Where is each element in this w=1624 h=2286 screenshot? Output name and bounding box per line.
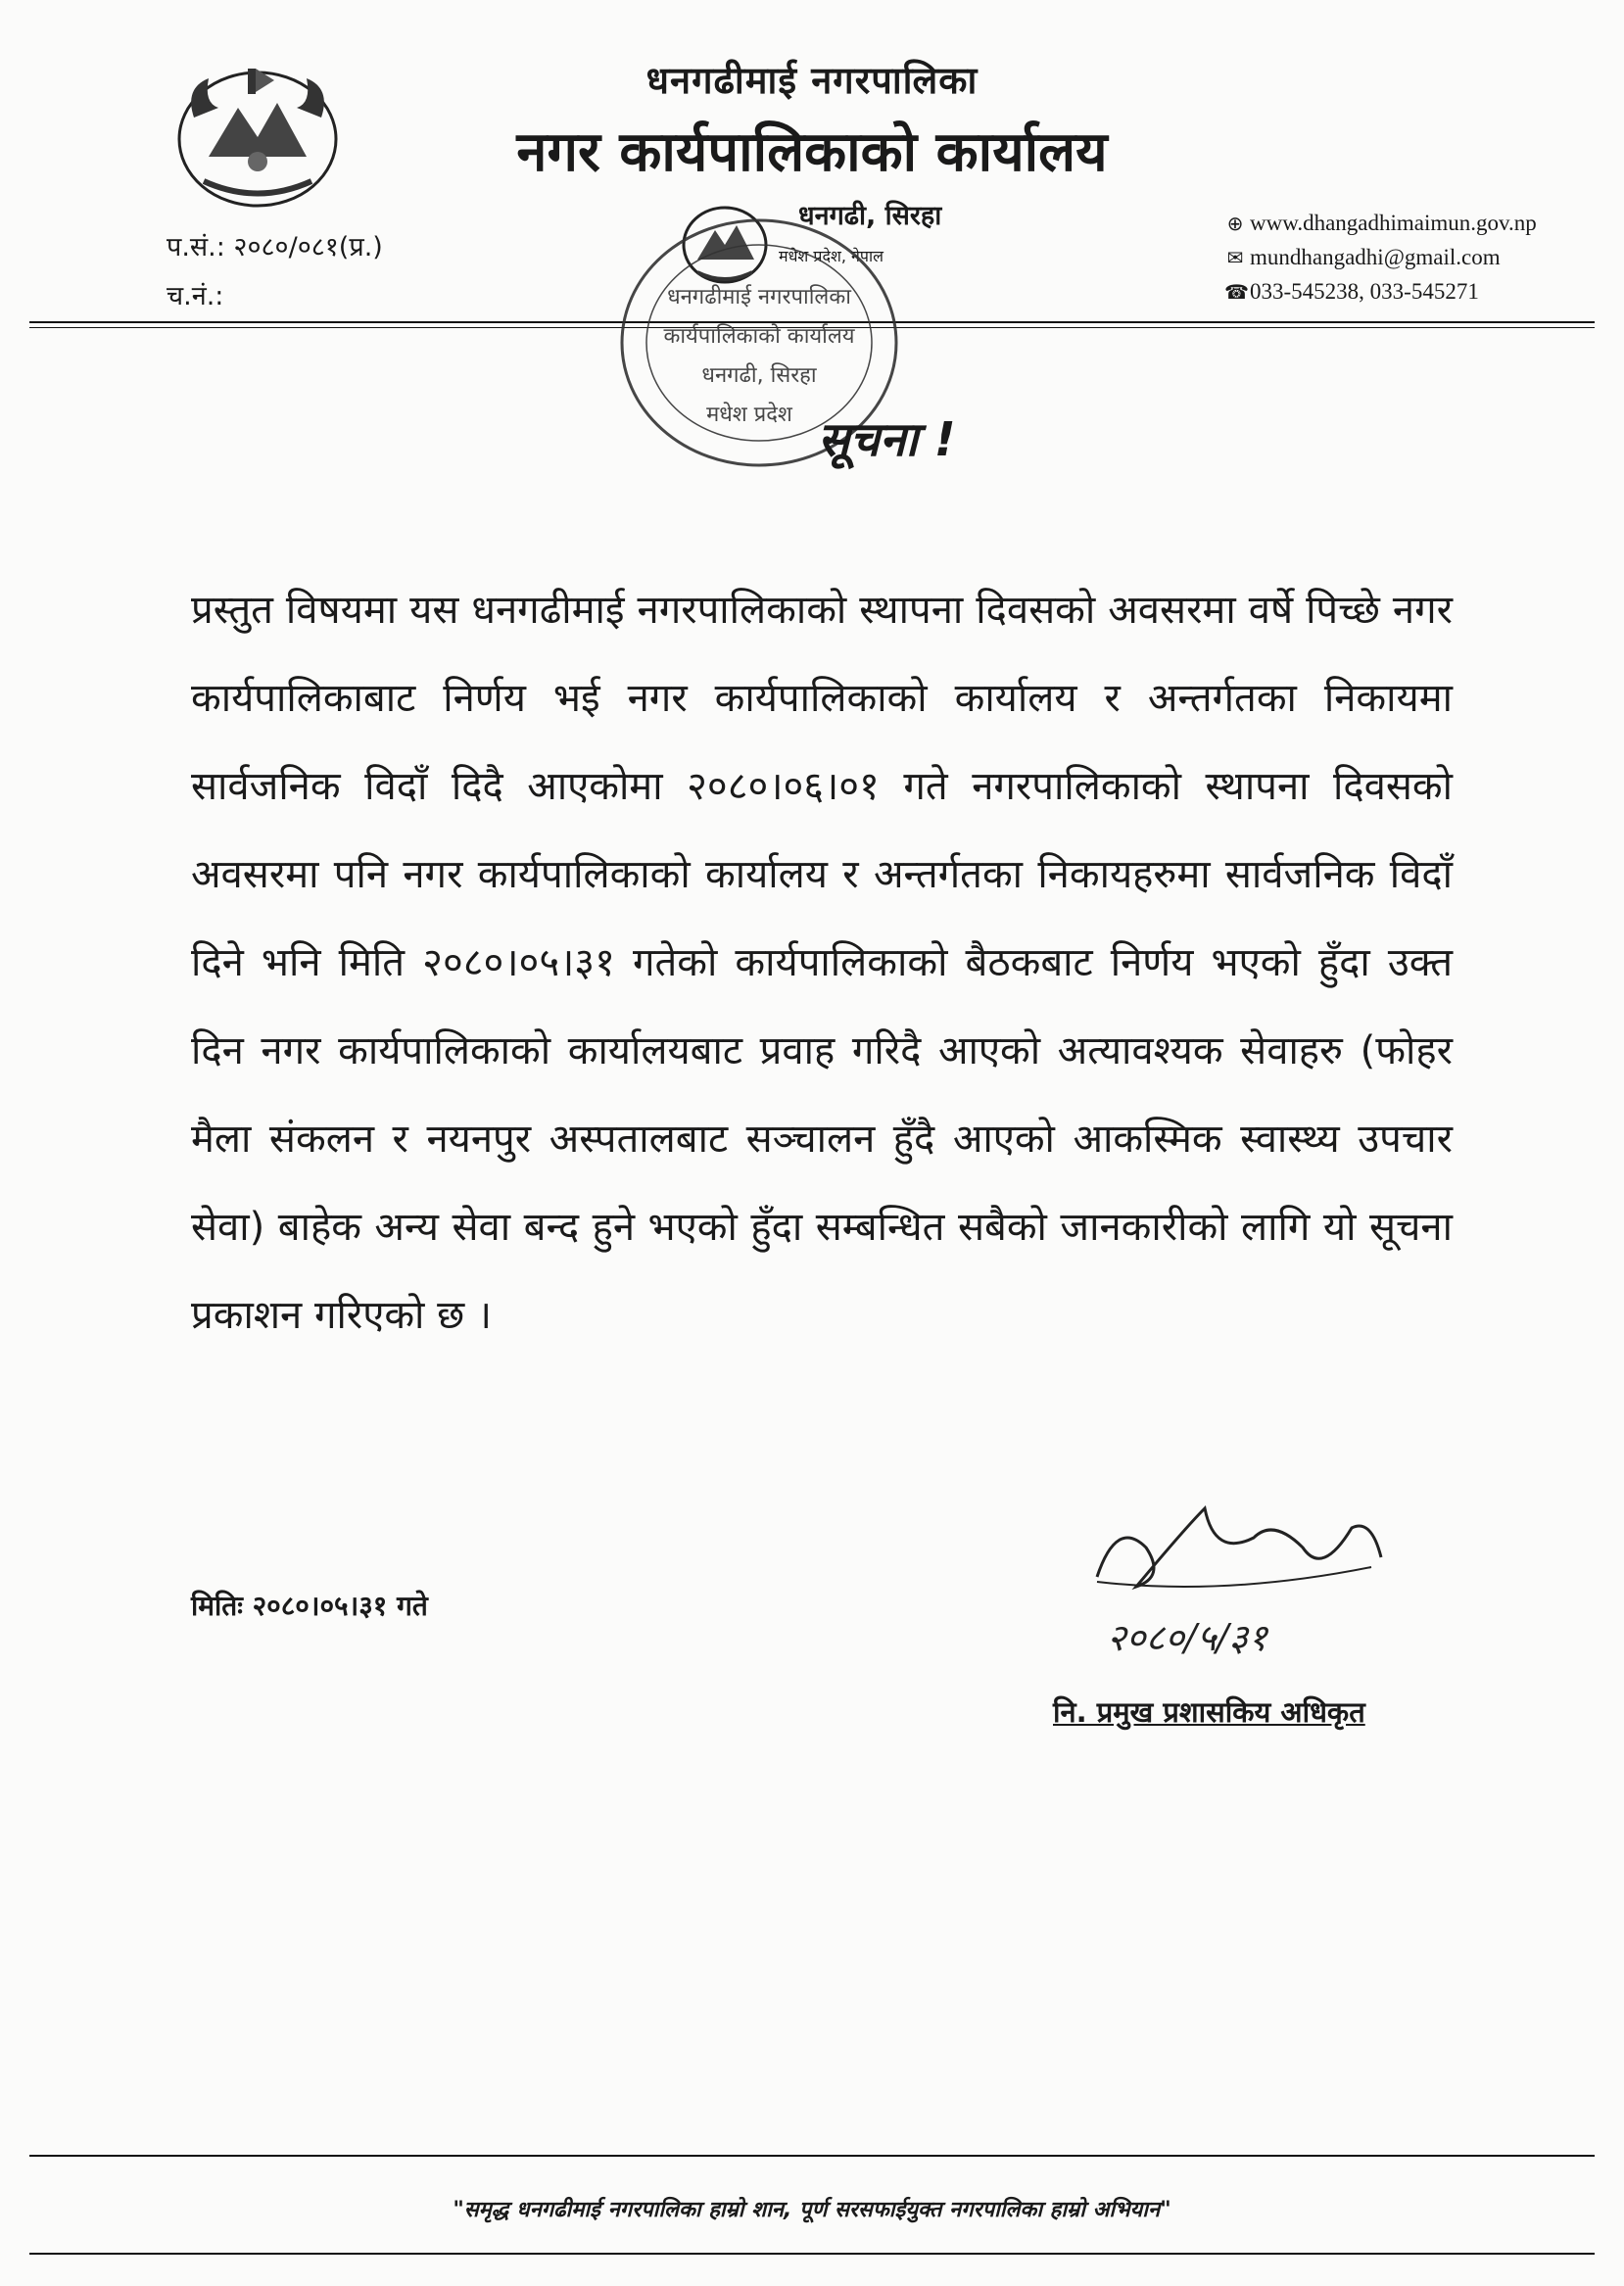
footer-bottom-divider <box>29 2253 1595 2255</box>
stamp-line-2: कार्यपालिकाको कार्यालय <box>663 324 855 349</box>
phone-line <box>1224 279 1479 305</box>
signing-officer: नि. प्रमुख प्रशासकिय अधिकृत <box>1053 1695 1365 1729</box>
place-name: धनगढी, सिरहा <box>798 201 942 231</box>
notice-heading: सूचना ! <box>818 412 956 467</box>
notice-body: प्रस्तुत विषयमा यस धनगढीमाई नगरपालिकाको स्थापना दिवसको अवसरमा वर्षे पिच्छे नगर कार्यपालिकाबाट निर्णय भई नगर कार्यपालिकाको कार्यालय र अन्तर्गतका निकायमा सार्वजनिक विदाँ दिदै आएकोमा २०८०।०६।०१ गते नगरपालिकाको स्थापना दिवसको अवसरमा पनि नगर कार्यपालिकाको कार्यालय र अन्तर्गतका निकायहरुमा सार्वजनिक विदाँ दिने भनि मिति २०८०।०५।३१ गतेको कार्यपालिकाको बैठकबाट निर्णय भएको हुँदा उक्त दिन नगर कार्यपालिकाको कार्यालयबाट प्रवाह गरिदै आएको अत्यावश्यक सेवाहरु (फोहर मैला संकलन र नयनपुर अस्पतालबाट सञ्चालन हुँदै आएको आकस्मिक स्वास्थ्य उपचार सेवा) बाहेक अन्य सेवा बन्द हुने भएको हुँदा सम्बन्धित सबैको जानकारीको लागि यो सूचना प्रकाशन गरिएको छ । <box>191 588 1453 1338</box>
dispatch-number: च.नं.: <box>167 281 224 311</box>
footer-slogan: "समृद्ध धनगढीमाई नगरपालिका हाम्रो शान, पूर्ण सरसफाईयुक्त नगरपालिका हाम्रो अभियान" <box>453 2198 1171 2222</box>
office-name: नगर कार्यपालिकाको कार्यालय <box>516 120 1108 184</box>
footer-divider <box>29 2155 1595 2157</box>
website-line <box>1224 211 1537 236</box>
website: www.dhangadhimaimun.gov.np <box>1250 211 1537 235</box>
email: mundhangadhi@gmail.com <box>1250 245 1501 269</box>
stamp-line-1: धनगढीमाई नगरपालिका <box>667 285 851 310</box>
stamp-line-3: धनगढी, सिरहा <box>701 363 817 388</box>
stamp-line-4: मधेश प्रदेश <box>706 403 792 427</box>
phone-icon: ☎ <box>1224 280 1249 304</box>
reference-number: प.सं.: २०८०/०८१(प्र.) <box>167 232 383 262</box>
province-name: मधेश प्रदेश, नेपाल <box>779 247 884 265</box>
email-icon: ✉ <box>1226 246 1244 269</box>
signature-date: २०८०/५/३१ <box>1107 1616 1267 1659</box>
notice-date: मितिः २०८०।०५।३१ गते <box>191 1590 428 1622</box>
globe-icon: ⊕ <box>1226 212 1244 235</box>
phone: 033-545238, 033-545271 <box>1250 279 1479 304</box>
email-line <box>1224 245 1501 270</box>
municipality-name: धनगढीमाई नगरपालिका <box>645 59 979 102</box>
